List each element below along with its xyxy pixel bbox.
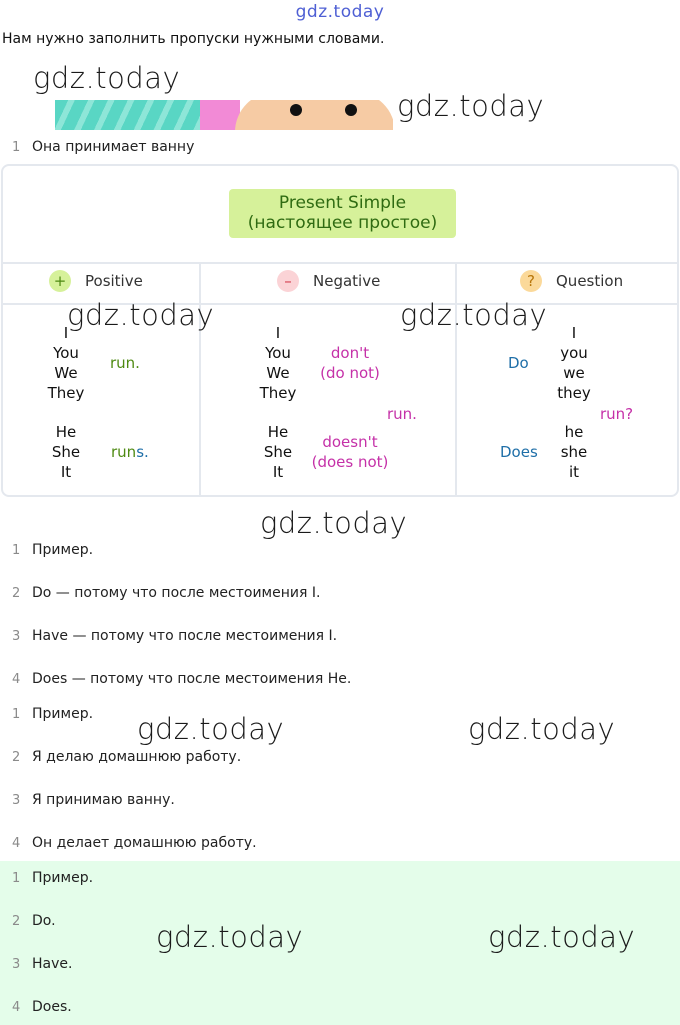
question-icon: ? [520,270,542,292]
watermark: gdz.today [67,298,215,332]
table-title-line2: (настоящее простое) [247,213,438,233]
question-aux-2: Does [500,443,538,461]
watermark: gdz.today [468,712,616,746]
list-item: 1 Пример. [12,706,94,722]
exercise-item [0,139,194,159]
positive-verb-2: runs. [111,443,149,461]
watermark: gdz.today [137,712,285,746]
pronoun: He [55,423,77,441]
pronoun: She [263,443,293,461]
watermark: gdz.today [397,89,545,123]
list-item: 4 Он делает домашнюю работу. [12,835,257,851]
item-number: 1 [12,140,21,155]
watermark: gdz.today [400,298,548,332]
negative-aux-2: doesn't (does not) [311,433,389,471]
column-header-negative [277,270,380,294]
pronoun: they [557,384,591,402]
positive-pronouns-1 [43,323,89,403]
pronoun: He [267,423,289,441]
question-aux-1: Do [508,354,529,372]
column-header-positive [49,270,143,294]
list-item: 1 Пример. [12,870,94,886]
pronoun: It [60,463,72,481]
question-pronouns-2 [551,422,597,482]
list-item: 4 Does — потому что после местоимения He. [12,671,352,687]
list-item: 2 Я делаю домашнюю работу. [12,749,242,765]
pronoun: You [265,344,291,362]
watermark: gdz.today [488,920,636,954]
column-label: Question [556,272,624,290]
pronoun: She [51,443,81,461]
pronoun: he [564,423,584,441]
pronoun: It [272,463,284,481]
minus-icon: – [277,270,299,292]
pronoun: I [63,324,69,342]
pronoun: You [53,344,79,362]
question-verb: run? [600,405,634,423]
negative-aux-1: don't (do not) [320,344,380,382]
watermark: gdz.today [156,920,304,954]
question-pronouns-1 [551,323,597,403]
list-item: 2 Do — потому что после местоимения I. [12,585,321,601]
pronoun: We [266,364,290,382]
pronoun: They [259,384,297,402]
table-title [229,189,456,238]
pronoun: you [560,344,588,362]
list-item: 4 Does. [12,999,72,1015]
watermark: gdz.today [260,506,408,540]
item-text: Она принимает ванну [32,139,195,155]
negative-pronouns-1 [255,323,301,403]
watermark: gdz.today [33,61,181,95]
list-item: 3 Я принимаю ванну. [12,792,175,808]
banner-illustration [55,100,393,130]
plus-icon: + [49,270,71,292]
negative-pronouns-2 [255,422,301,482]
positive-pronouns-2 [43,422,89,482]
pronoun: I [275,324,281,342]
pronoun: We [54,364,78,382]
column-label: Negative [313,272,381,290]
pronoun: it [568,463,580,481]
pronoun: I [571,324,577,342]
list-item: 1 Пример. [12,542,94,558]
list-item: 2 Do. [12,913,56,929]
column-header-question [520,270,623,294]
site-header[interactable]: gdz.today [295,2,385,22]
intro-text: Нам нужно заполнить пропуски нужными словами. [2,31,385,47]
table-title-line1: Present Simple [278,193,407,213]
pronoun: she [560,443,588,461]
column-label: Positive [85,272,143,290]
list-item: 3 Have — потому что после местоимения I. [12,628,338,644]
pronoun: we [563,364,585,382]
negative-verb: run. [387,405,417,423]
pronoun: They [47,384,85,402]
list-item: 3 Have. [12,956,73,972]
positive-verb-1: run. [110,354,140,372]
